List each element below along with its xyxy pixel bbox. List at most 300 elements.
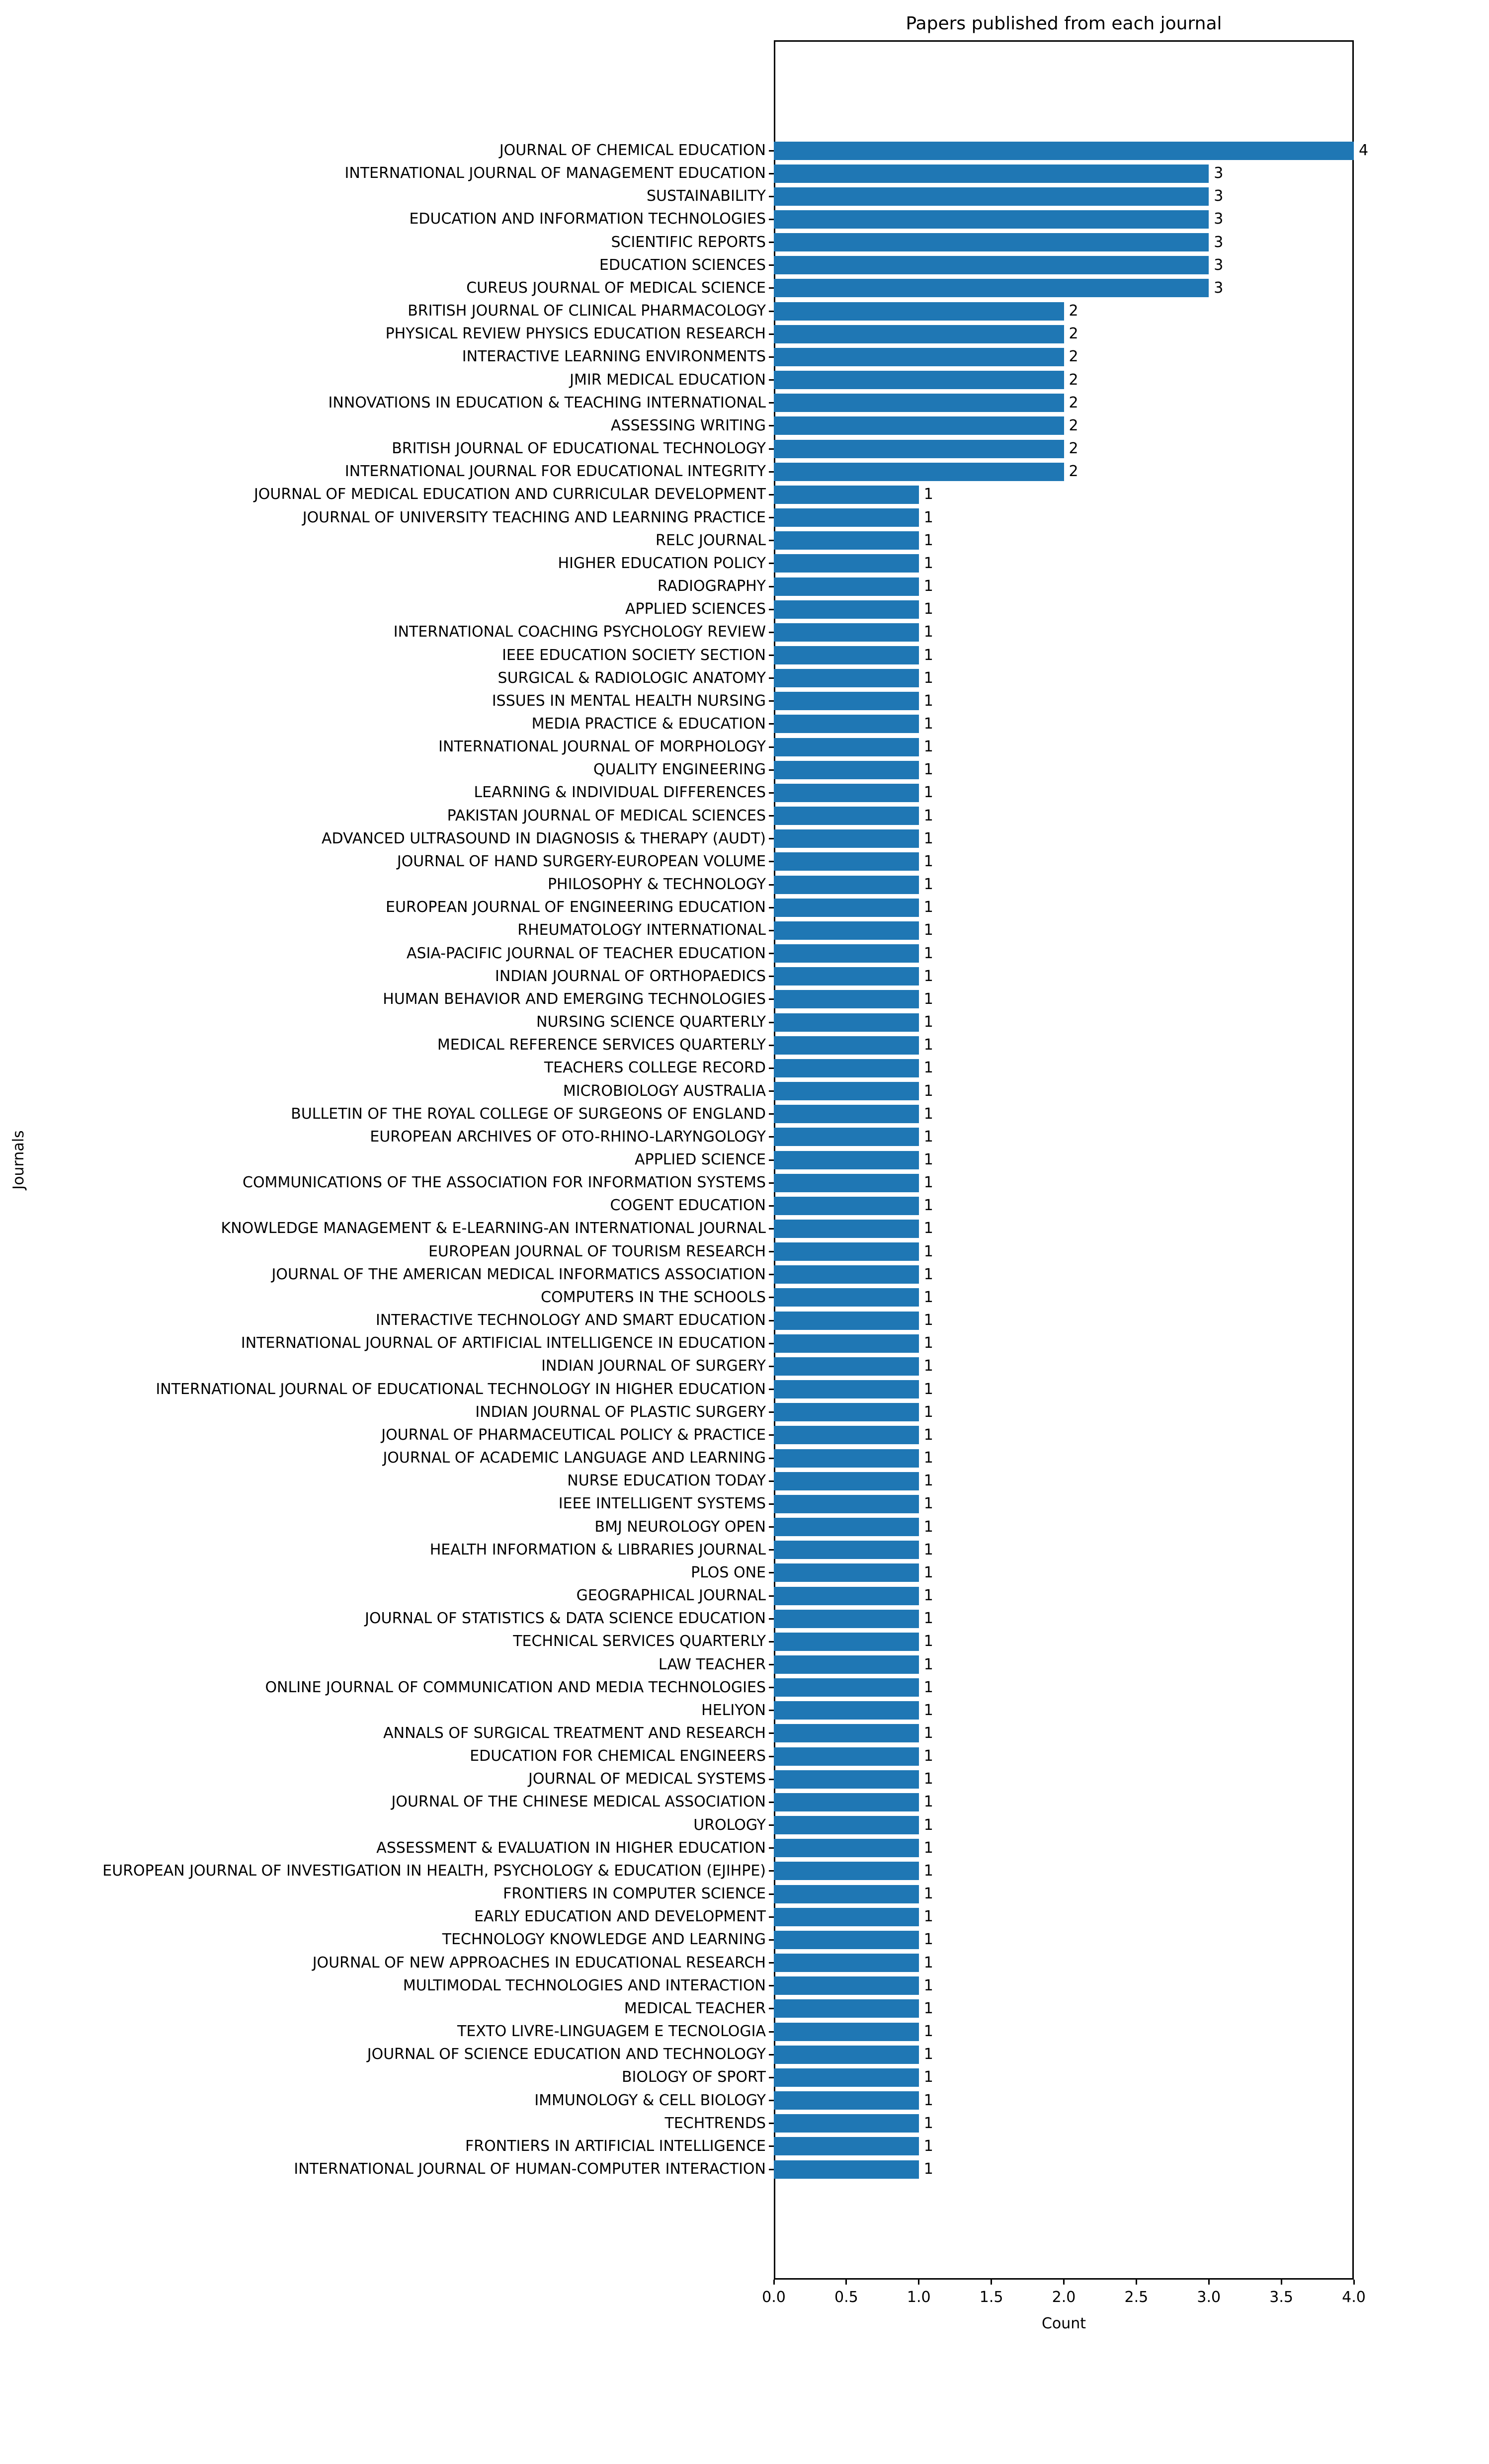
y-tick (769, 448, 774, 450)
bar-value-label: 1 (923, 1357, 933, 1375)
x-tick (991, 2280, 992, 2285)
bar (774, 1563, 919, 1582)
bar (774, 2114, 919, 2133)
bar (774, 1587, 919, 1605)
y-tick (769, 1756, 774, 1757)
bar (774, 1426, 919, 1444)
bar-value-label: 1 (923, 531, 933, 549)
bar-value-label: 2 (1069, 302, 1078, 320)
y-axis-label: Journals (10, 1130, 27, 1190)
y-tick (769, 655, 774, 656)
y-tick (769, 838, 774, 839)
y-tick-label: MEDICAL REFERENCE SERVICES QUARTERLY (437, 1036, 766, 1054)
bar-value-label: 3 (1214, 164, 1224, 182)
bar-value-label: 1 (923, 1220, 933, 1237)
bar (774, 394, 1064, 412)
bar (774, 761, 919, 779)
bar (774, 1770, 919, 1789)
y-tick-label: EDUCATION AND INFORMATION TECHNOLOGIES (409, 210, 766, 228)
y-tick (769, 2169, 774, 2170)
bar-value-label: 1 (923, 554, 933, 572)
x-tick-label: 2.5 (1124, 2289, 1149, 2306)
bar (774, 692, 919, 710)
y-tick (769, 2123, 774, 2124)
y-tick-label: FRONTIERS IN COMPUTER SCIENCE (503, 1885, 766, 1903)
y-tick (769, 1228, 774, 1230)
bar (774, 1518, 919, 1536)
y-tick-label: BIOLOGY OF SPORT (621, 2068, 766, 2086)
bar-value-label: 1 (923, 486, 933, 503)
bar (774, 2046, 919, 2064)
y-tick-label: APPLIED SCIENCE (635, 1151, 766, 1168)
y-tick (769, 976, 774, 977)
bar-value-label: 1 (923, 1724, 933, 1742)
y-tick-label: JMIR MEDICAL EDUCATION (570, 371, 766, 389)
bar-value-label: 1 (923, 738, 933, 756)
y-tick (769, 264, 774, 266)
bar (774, 2091, 919, 2110)
y-tick (769, 1251, 774, 1252)
bar-value-label: 1 (923, 784, 933, 802)
bar-value-label: 1 (923, 807, 933, 824)
y-tick-label: BRITISH JOURNAL OF CLINICAL PHARMACOLOGY (408, 302, 766, 320)
bar-value-label: 1 (923, 1747, 933, 1765)
x-tick-label: 0.0 (762, 2289, 786, 2306)
bar-value-label: 1 (923, 1288, 933, 1306)
y-tick-label: UROLOGY (693, 1816, 766, 1834)
y-tick-label: COMMUNICATIONS OF THE ASSOCIATION FOR INFORMATION SYSTEMS (243, 1174, 766, 1192)
y-tick-label: JOURNAL OF STATISTICS & DATA SCIENCE EDUCATION (365, 1610, 766, 1628)
y-tick-label: EARLY EDUCATION AND DEVELOPMENT (474, 1908, 766, 1926)
bar (774, 1495, 919, 1513)
y-tick (769, 1710, 774, 1711)
bar (774, 600, 919, 619)
bar-value-label: 2 (1069, 416, 1078, 434)
bar-value-label: 1 (923, 1701, 933, 1719)
y-tick (769, 1916, 774, 1918)
bar (774, 416, 1064, 435)
bar-value-label: 1 (923, 829, 933, 847)
bar-value-label: 1 (923, 1885, 933, 1903)
bar-value-label: 1 (923, 577, 933, 595)
y-tick (769, 1549, 774, 1551)
y-tick (769, 1297, 774, 1298)
bar (774, 784, 919, 802)
y-tick (769, 1068, 774, 1069)
bar-value-label: 1 (923, 623, 933, 641)
bar-value-label: 1 (923, 1472, 933, 1490)
y-tick-label: SURGICAL & RADIOLOGIC ANATOMY (497, 669, 766, 687)
y-tick-label: EDUCATION SCIENCES (599, 256, 766, 274)
y-tick-label: TEXTO LIVRE-LINGUAGEM E TECNOLOGIA (457, 2023, 766, 2041)
y-tick-label: TECHTRENDS (664, 2114, 766, 2132)
bar (774, 967, 919, 986)
x-tick (1063, 2280, 1065, 2285)
bar-value-label: 3 (1214, 256, 1224, 274)
bar-value-label: 1 (923, 1999, 933, 2017)
bar-value-label: 1 (923, 1816, 933, 1834)
y-tick-label: BMJ NEUROLOGY OPEN (594, 1518, 766, 1536)
bar (774, 1380, 919, 1398)
bar (774, 1242, 919, 1261)
bar (774, 2068, 919, 2087)
y-tick-label: RHEUMATOLOGY INTERNATIONAL (517, 921, 766, 939)
bar (774, 2137, 919, 2155)
bar (774, 1082, 919, 1100)
bar-value-label: 1 (923, 1931, 933, 1949)
bar-value-label: 1 (923, 1495, 933, 1513)
bar (774, 1999, 919, 2018)
bar-value-label: 1 (923, 1908, 933, 1926)
bar (774, 1197, 919, 1215)
y-tick-label: INTERNATIONAL COACHING PSYCHOLOGY REVIEW (393, 623, 766, 641)
bar (774, 554, 919, 573)
bar-value-label: 1 (923, 1633, 933, 1650)
bar (774, 2023, 919, 2041)
y-tick-label: INDIAN JOURNAL OF ORTHOPAEDICS (495, 967, 766, 985)
y-tick-label: ADVANCED ULTRASOUND IN DIAGNOSIS & THERAPY (AUDT) (322, 829, 766, 847)
bar-value-label: 1 (923, 1334, 933, 1352)
y-tick (769, 1870, 774, 1872)
y-tick (769, 242, 774, 243)
y-tick-label: JOURNAL OF MEDICAL EDUCATION AND CURRICULAR DEVELOPMENT (253, 486, 766, 503)
y-tick-label: ASSESSING WRITING (611, 416, 766, 434)
x-tick-label: 0.5 (834, 2289, 858, 2306)
bar-value-label: 1 (923, 2114, 933, 2132)
y-tick-label: PAKISTAN JOURNAL OF MEDICAL SCIENCES (447, 807, 766, 824)
y-tick-label: COMPUTERS IN THE SCHOOLS (541, 1288, 766, 1306)
y-tick (769, 1434, 774, 1436)
y-tick-label: PHYSICAL REVIEW PHYSICS EDUCATION RESEARCH (385, 325, 766, 343)
bar-value-label: 1 (923, 1563, 933, 1581)
bar (774, 715, 919, 733)
bar (774, 486, 919, 504)
x-tick (1281, 2280, 1282, 2285)
y-tick (769, 517, 774, 518)
y-tick (769, 1687, 774, 1688)
bar-value-label: 1 (923, 1655, 933, 1673)
y-tick (769, 1641, 774, 1643)
y-tick-label: QUALITY ENGINEERING (593, 761, 766, 779)
y-tick-label: APPLIED SCIENCES (625, 600, 766, 618)
y-tick (769, 953, 774, 954)
bar (774, 1403, 919, 1421)
y-tick-label: TEACHERS COLLEGE RECORD (544, 1059, 766, 1077)
y-tick (769, 930, 774, 931)
bar-value-label: 2 (1069, 348, 1078, 366)
bar (774, 1357, 919, 1376)
y-tick-label: ONLINE JOURNAL OF COMMUNICATION AND MEDIA TECHNOLOGIES (265, 1678, 766, 1696)
bar-value-label: 1 (923, 1265, 933, 1283)
y-tick (769, 311, 774, 312)
bar-value-label: 1 (923, 1793, 933, 1811)
bar-value-label: 1 (923, 669, 933, 687)
y-tick (769, 1389, 774, 1390)
bar (774, 1747, 919, 1766)
y-tick-label: INTERNATIONAL JOURNAL OF MORPHOLOGY (438, 738, 766, 756)
y-tick (769, 1802, 774, 1803)
bar (774, 1885, 919, 1903)
y-tick-label: JOURNAL OF SCIENCE EDUCATION AND TECHNOLOGY (367, 2046, 766, 2063)
bar (774, 577, 919, 596)
bar (774, 899, 919, 917)
bar-value-label: 1 (923, 2091, 933, 2109)
y-tick (769, 1526, 774, 1528)
y-tick (769, 677, 774, 679)
y-tick (769, 471, 774, 473)
y-tick-label: MULTIMODAL TECHNOLOGIES AND INTERACTION (403, 1976, 766, 1994)
y-tick-label: JOURNAL OF THE CHINESE MEDICAL ASSOCIATION (391, 1793, 766, 1811)
bar (774, 1449, 919, 1468)
bar (774, 1265, 919, 1284)
bar (774, 233, 1209, 251)
bar-value-label: 1 (923, 1610, 933, 1628)
y-tick (769, 1985, 774, 1986)
y-tick (769, 998, 774, 1000)
y-tick (769, 1274, 774, 1275)
y-tick-label: EUROPEAN JOURNAL OF INVESTIGATION IN HEALTH, PSYCHOLOGY & EDUCATION (EJIHPE) (102, 1862, 766, 1880)
bar (774, 1701, 919, 1720)
y-tick-label: LAW TEACHER (658, 1655, 766, 1673)
bar-value-label: 1 (923, 2160, 933, 2178)
y-tick-label: SCIENTIFIC REPORTS (611, 233, 766, 251)
y-tick-label: NURSE EDUCATION TODAY (567, 1472, 766, 1490)
y-tick-label: PHILOSOPHY & TECHNOLOGY (547, 876, 766, 894)
bar (774, 990, 919, 1008)
bar-value-label: 1 (923, 2068, 933, 2086)
bar-value-label: 1 (923, 646, 933, 664)
y-tick (769, 1824, 774, 1826)
y-tick (769, 1343, 774, 1344)
y-tick-label: BRITISH JOURNAL OF EDUCATIONAL TECHNOLOGY (392, 440, 766, 458)
y-tick (769, 1090, 774, 1092)
y-tick-label: IMMUNOLOGY & CELL BIOLOGY (534, 2091, 766, 2109)
bar-value-label: 2 (1069, 325, 1078, 343)
bar-value-label: 1 (923, 1426, 933, 1444)
bar-value-label: 1 (923, 1839, 933, 1857)
y-tick-label: INNOVATIONS IN EDUCATION & TEACHING INTERNATIONAL (328, 394, 766, 411)
y-tick-label: LEARNING & INDIVIDUAL DIFFERENCES (474, 784, 766, 802)
bar (774, 1839, 919, 1857)
y-tick-label: JOURNAL OF CHEMICAL EDUCATION (499, 142, 766, 159)
y-tick-label: RELC JOURNAL (656, 531, 766, 549)
y-tick-label: BULLETIN OF THE ROYAL COLLEGE OF SURGEONS OF ENGLAND (291, 1105, 766, 1123)
bar-value-label: 1 (923, 1380, 933, 1398)
y-tick (769, 1962, 774, 1964)
y-tick-label: HIGHER EDUCATION POLICY (558, 554, 766, 572)
y-tick (769, 1022, 774, 1023)
y-tick (769, 173, 774, 174)
bar (774, 1013, 919, 1032)
y-tick-label: FRONTIERS IN ARTIFICIAL INTELLIGENCE (465, 2137, 766, 2155)
bar (774, 1976, 919, 1995)
bar-value-label: 4 (1359, 142, 1369, 159)
bar (774, 1678, 919, 1697)
y-tick (769, 402, 774, 404)
y-tick-label: EUROPEAN ARCHIVES OF OTO-RHINO-LARYNGOLOGY (370, 1128, 766, 1146)
y-tick-label: INTERNATIONAL JOURNAL OF HUMAN-COMPUTER INTERACTION (294, 2160, 766, 2178)
y-tick (769, 1664, 774, 1665)
bar (774, 508, 919, 527)
y-tick (769, 586, 774, 587)
bar (774, 646, 919, 664)
y-tick (769, 723, 774, 725)
bar (774, 1174, 919, 1192)
y-tick (769, 1458, 774, 1459)
y-tick (769, 746, 774, 748)
bar-value-label: 1 (923, 921, 933, 939)
bar (774, 463, 1064, 481)
y-tick-label: HUMAN BEHAVIOR AND EMERGING TECHNOLOGIES (383, 990, 766, 1008)
x-tick (918, 2280, 919, 2285)
bar-value-label: 1 (923, 600, 933, 618)
y-tick (769, 1480, 774, 1482)
bar (774, 1954, 919, 1972)
y-tick (769, 1618, 774, 1620)
y-tick (769, 1113, 774, 1115)
bar (774, 944, 919, 963)
y-tick (769, 2008, 774, 2009)
x-axis-label: Count (1041, 2315, 1086, 2332)
y-tick (769, 700, 774, 702)
y-tick-label: MEDICAL TEACHER (624, 1999, 766, 2017)
bar (774, 669, 919, 687)
y-tick-label: JOURNAL OF PHARMACEUTICAL POLICY & PRACTICE (381, 1426, 766, 1444)
y-tick-label: INTERNATIONAL JOURNAL FOR EDUCATIONAL INTEGRITY (344, 463, 766, 481)
y-tick-label: NURSING SCIENCE QUARTERLY (536, 1013, 766, 1031)
y-tick-label: MEDIA PRACTICE & EDUCATION (531, 715, 766, 733)
y-tick-label: ANNALS OF SURGICAL TREATMENT AND RESEARCH (383, 1724, 766, 1742)
y-tick (769, 425, 774, 426)
bar-value-label: 1 (923, 1518, 933, 1536)
bar-value-label: 1 (923, 692, 933, 710)
bar-value-label: 1 (923, 1128, 933, 1146)
y-tick (769, 333, 774, 335)
y-tick (769, 815, 774, 817)
y-tick (769, 1595, 774, 1597)
y-tick-label: SUSTAINABILITY (646, 187, 766, 205)
y-tick (769, 287, 774, 289)
y-tick (769, 150, 774, 152)
y-tick (769, 1732, 774, 1734)
bar-value-label: 3 (1214, 279, 1224, 297)
y-tick-label: RADIOGRAPHY (657, 577, 766, 595)
y-tick-label: JOURNAL OF NEW APPROACHES IN EDUCATIONAL RESEARCH (312, 1954, 766, 1971)
y-tick (769, 1205, 774, 1207)
y-tick (769, 884, 774, 886)
y-tick-label: EUROPEAN JOURNAL OF TOURISM RESEARCH (428, 1242, 766, 1260)
bar-value-label: 1 (923, 990, 933, 1008)
y-tick-label: IEEE EDUCATION SOCIETY SECTION (502, 646, 766, 664)
y-tick-label: IEEE INTELLIGENT SYSTEMS (558, 1495, 766, 1513)
y-tick-label: MICROBIOLOGY AUSTRALIA (563, 1082, 766, 1100)
y-tick (769, 792, 774, 794)
bar-value-label: 3 (1214, 210, 1224, 228)
y-tick (769, 2031, 774, 2033)
bar (774, 1334, 919, 1353)
bar-value-label: 2 (1069, 394, 1078, 411)
y-tick-label: JOURNAL OF ACADEMIC LANGUAGE AND LEARNING (383, 1449, 766, 1467)
y-tick (769, 1411, 774, 1413)
y-tick (769, 379, 774, 381)
bar (774, 1541, 919, 1559)
bar (774, 1793, 919, 1811)
x-tick-label: 1.5 (979, 2289, 1003, 2306)
bar-value-label: 1 (923, 876, 933, 894)
y-tick (769, 861, 774, 862)
y-tick (769, 1045, 774, 1046)
bar (774, 210, 1209, 229)
bar-value-label: 1 (923, 1678, 933, 1696)
bar-value-label: 1 (923, 1174, 933, 1192)
x-tick (1136, 2280, 1137, 2285)
bar (774, 738, 919, 756)
bar (774, 2160, 919, 2179)
bar (774, 325, 1064, 343)
y-tick (769, 1136, 774, 1138)
bar (774, 852, 919, 871)
bar-value-label: 1 (923, 1059, 933, 1077)
y-tick-label: HELIYON (701, 1701, 766, 1719)
y-tick-label: ISSUES IN MENTAL HEALTH NURSING (492, 692, 766, 710)
y-tick-label: INTERNATIONAL JOURNAL OF ARTIFICIAL INTELLIGENCE IN EDUCATION (241, 1334, 766, 1352)
y-tick (769, 2054, 774, 2055)
bar-value-label: 1 (923, 944, 933, 962)
bar-value-label: 1 (923, 1403, 933, 1421)
y-tick (769, 1159, 774, 1161)
bar-value-label: 1 (923, 715, 933, 733)
y-tick-label: EUROPEAN JOURNAL OF ENGINEERING EDUCATION (386, 899, 766, 916)
y-tick (769, 609, 774, 610)
bar-value-label: 1 (923, 899, 933, 916)
bar (774, 921, 919, 940)
bar (774, 807, 919, 825)
bar-value-label: 1 (923, 1954, 933, 1971)
y-tick-label: COGENT EDUCATION (610, 1197, 766, 1215)
bar (774, 1472, 919, 1490)
bar-value-label: 1 (923, 1862, 933, 1880)
x-tick (845, 2280, 847, 2285)
bar (774, 829, 919, 848)
bar (774, 1151, 919, 1169)
y-tick (769, 1366, 774, 1367)
bar (774, 1220, 919, 1238)
bar-value-label: 1 (923, 2046, 933, 2063)
bar-value-label: 2 (1069, 440, 1078, 458)
bar (774, 1908, 919, 1926)
y-tick (769, 1503, 774, 1505)
bar (774, 279, 1209, 297)
y-tick (769, 540, 774, 541)
bar (774, 1655, 919, 1674)
y-tick (769, 769, 774, 771)
bar (774, 1036, 919, 1055)
bar-value-label: 1 (923, 1312, 933, 1329)
bar (774, 164, 1209, 183)
chart-title: Papers published from each journal (906, 13, 1222, 34)
bar (774, 256, 1209, 274)
x-tick-label: 4.0 (1342, 2289, 1366, 2306)
bar (774, 371, 1064, 389)
y-tick-label: CUREUS JOURNAL OF MEDICAL SCIENCE (466, 279, 766, 297)
y-tick (769, 563, 774, 564)
y-tick (769, 356, 774, 358)
y-tick-label: TECHNOLOGY KNOWLEDGE AND LEARNING (442, 1931, 766, 1949)
y-tick-label: JOURNAL OF UNIVERSITY TEACHING AND LEARNING PRACTICE (302, 508, 766, 526)
bar (774, 1128, 919, 1146)
bar-value-label: 1 (923, 761, 933, 779)
bar (774, 531, 919, 550)
